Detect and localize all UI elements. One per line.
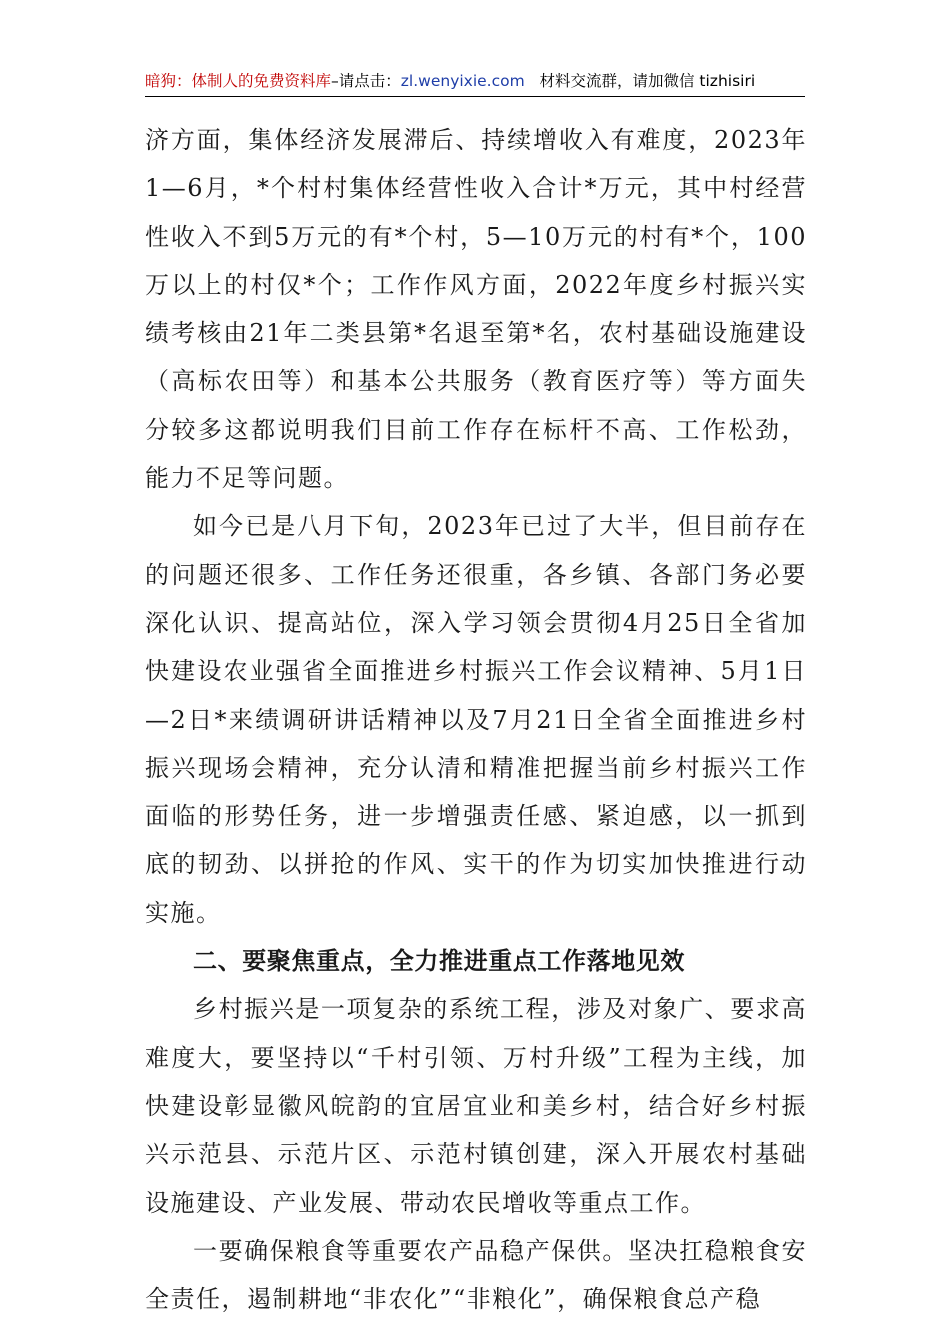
paragraph: 一要确保粮食等重要农产品稳产保供。坚决扛稳粮食安全责任，遏制耕地“非农化”“非粮化”，确保粮食总产稳	[145, 1236, 807, 1314]
header-prompt: –请点击：	[331, 72, 401, 90]
section-heading: 二、要聚焦重点，全力推进重点工作落地见效	[193, 947, 685, 976]
paragraph-continued: 济方面，集体经济发展滞后、持续增收入有难度，2023年1—6月，*个村村集体经营性收入合计*万元，其中村经营性收入不到5万元的有*个村，5—10万元的村有*个，100万以上的村仅*个；工作作风方面，2022年度乡村振兴实绩考核由21年二类县第*名退至第*名，农村基础设施建设（高标农田等）和基本公共服务（教育医疗等）等方面失分较多这都说明我们目前工作存在标杆不高、工作松劲，能力不足等问题。	[145, 126, 807, 493]
document-body	[145, 116, 807, 1323]
header-url-link[interactable]: zl.wenyixie.com	[400, 72, 525, 90]
page-header	[145, 68, 805, 94]
header-brand: 暗狗：体制人的免费资料库	[145, 72, 332, 90]
header-spacer	[525, 72, 540, 90]
header-contact: 材料交流群，请加微信 tizhisiri	[539, 72, 756, 90]
paragraph: 如今已是八月下旬，2023年已过了大半，但目前存在的问题还很多、工作任务还很重，各乡镇、各部门务必要深化认识、提高站位，深入学习领会贯彻4月25日全省加快建设农业强省全面推进乡村振兴工作会议精神、5月1日—2日*来绩调研讲话精神以及7月21日全省全面推进乡村振兴现场会精神，充分认清和精准把握当前乡村振兴工作面临的形势任务，进一步增强责任感、紧迫感，以一抓到底的韧劲、以拼抢的作风、实干的作为切实加快推进行动实施。	[145, 512, 807, 927]
paragraph: 乡村振兴是一项复杂的系统工程，涉及对象广、要求高难度大，要坚持以“千村引领、万村升级”工程为主线，加快建设彰显徽风皖韵的宜居宜业和美乡村，结合好乡村振兴示范县、示范片区、示范村镇创建，深入开展农村基础设施建设、产业发展、带动农民增收等重点工作。	[145, 995, 807, 1217]
header-divider	[145, 96, 805, 97]
